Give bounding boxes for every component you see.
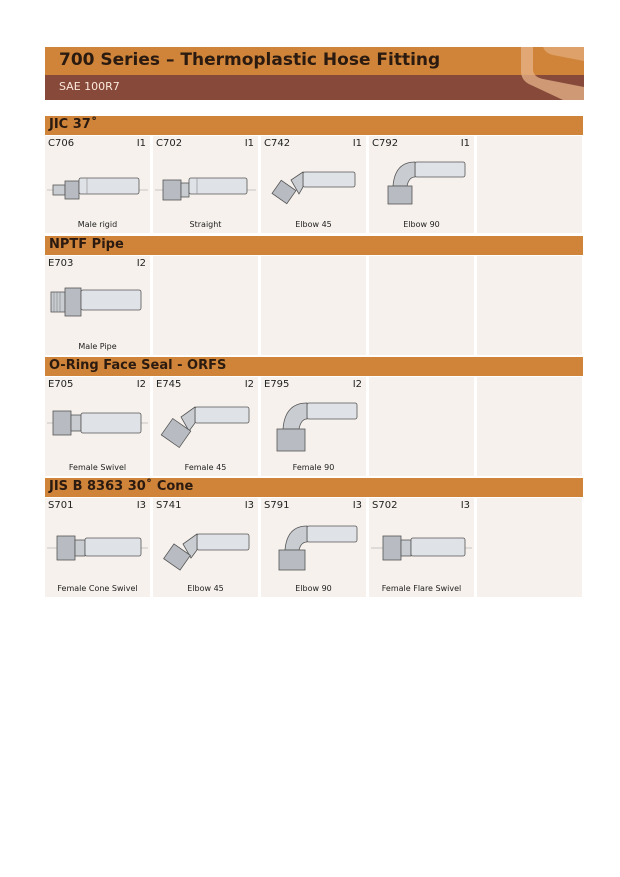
empty-cell	[261, 256, 366, 355]
empty-cell	[369, 256, 474, 355]
fitting-tag: I1	[460, 138, 470, 149]
fitting-name: Female 45	[184, 463, 227, 472]
fitting-card-s741[interactable]	[153, 498, 258, 597]
section-title: JIS B 8363 30˚ Cone	[49, 479, 194, 494]
empty-cell	[369, 377, 474, 476]
fitting-name: Male rigid	[77, 220, 118, 229]
fitting-card-s701[interactable]	[45, 498, 150, 597]
straight-fitting-icon	[155, 154, 256, 214]
empty-cell	[153, 256, 258, 355]
fitting-card-c742[interactable]	[261, 136, 366, 233]
fitting-card-c702[interactable]	[153, 136, 258, 233]
fitting-name: Straight	[189, 220, 222, 229]
fitting-code: E705	[48, 379, 74, 390]
fitting-code: C706	[48, 138, 75, 149]
fitting-card-s702[interactable]	[369, 498, 474, 597]
header-banner	[45, 47, 584, 100]
fitting-card-e703[interactable]	[45, 256, 150, 355]
fitting-tag: I1	[352, 138, 362, 149]
female-45-fitting-icon	[155, 399, 256, 459]
fitting-tag: I3	[244, 500, 254, 511]
fitting-code: S702	[372, 500, 398, 511]
fitting-name: Elbow 90	[403, 220, 440, 229]
fitting-tag: I2	[244, 379, 254, 390]
section-header-jis	[45, 478, 583, 497]
fitting-code: C742	[264, 138, 291, 149]
fitting-name: Elbow 90	[295, 584, 332, 593]
brand-swoosh-icon	[513, 47, 584, 100]
female-cone-swivel-fitting-icon	[47, 520, 148, 580]
fitting-name: Male Pipe	[78, 342, 117, 351]
female-90-fitting-icon	[263, 399, 364, 459]
fitting-tag: I1	[136, 138, 146, 149]
elbow-45-fitting-icon	[155, 520, 256, 580]
fitting-code: S701	[48, 500, 74, 511]
fitting-tag: I2	[352, 379, 362, 390]
fitting-name: Female Cone Swivel	[57, 584, 138, 593]
fitting-card-s791[interactable]	[261, 498, 366, 597]
fitting-name: Female 90	[292, 463, 335, 472]
section-header-jic	[45, 116, 583, 135]
fitting-card-e745[interactable]	[153, 377, 258, 476]
fitting-code: S791	[264, 500, 290, 511]
fitting-code: C792	[372, 138, 399, 149]
fitting-code: E795	[264, 379, 290, 390]
fitting-card-e705[interactable]	[45, 377, 150, 476]
section-header-orfs	[45, 357, 583, 376]
female-swivel-fitting-icon	[47, 399, 148, 459]
fitting-tag: I2	[136, 379, 146, 390]
male-rigid-fitting-icon	[47, 154, 148, 214]
fitting-code: S741	[156, 500, 182, 511]
section-title: O-Ring Face Seal - ORFS	[49, 358, 227, 373]
fitting-code: E745	[156, 379, 182, 390]
elbow-90-fitting-icon	[263, 520, 364, 580]
empty-cell	[477, 498, 582, 597]
fitting-tag: I1	[244, 138, 254, 149]
empty-cell	[477, 136, 582, 233]
page-title: 700 Series – Thermoplastic Hose Fitting	[59, 50, 441, 70]
fitting-card-c706[interactable]	[45, 136, 150, 233]
fitting-name: Female Flare Swivel	[381, 584, 462, 593]
fitting-name: Female Swivel	[68, 463, 127, 472]
fitting-card-c792[interactable]	[369, 136, 474, 233]
page-subtitle: SAE 100R7	[59, 80, 120, 93]
fitting-code: E703	[48, 258, 74, 269]
elbow-45-fitting-icon	[263, 154, 364, 214]
banner-bottom-band	[45, 75, 584, 100]
fitting-tag: I3	[136, 500, 146, 511]
fitting-name: Elbow 45	[187, 584, 224, 593]
fitting-code: C702	[156, 138, 183, 149]
fitting-tag: I3	[460, 500, 470, 511]
male-pipe-fitting-icon	[47, 278, 148, 338]
fitting-tag: I2	[136, 258, 146, 269]
section-title: NPTF Pipe	[49, 237, 124, 252]
fitting-card-e795[interactable]	[261, 377, 366, 476]
fitting-tag: I3	[352, 500, 362, 511]
section-header-nptf	[45, 236, 583, 255]
female-flare-swivel-fitting-icon	[371, 520, 472, 580]
elbow-90-fitting-icon	[371, 154, 472, 214]
fitting-name: Elbow 45	[295, 220, 332, 229]
section-title: JIC 37˚	[49, 117, 98, 132]
empty-cell	[477, 377, 582, 476]
empty-cell	[477, 256, 582, 355]
